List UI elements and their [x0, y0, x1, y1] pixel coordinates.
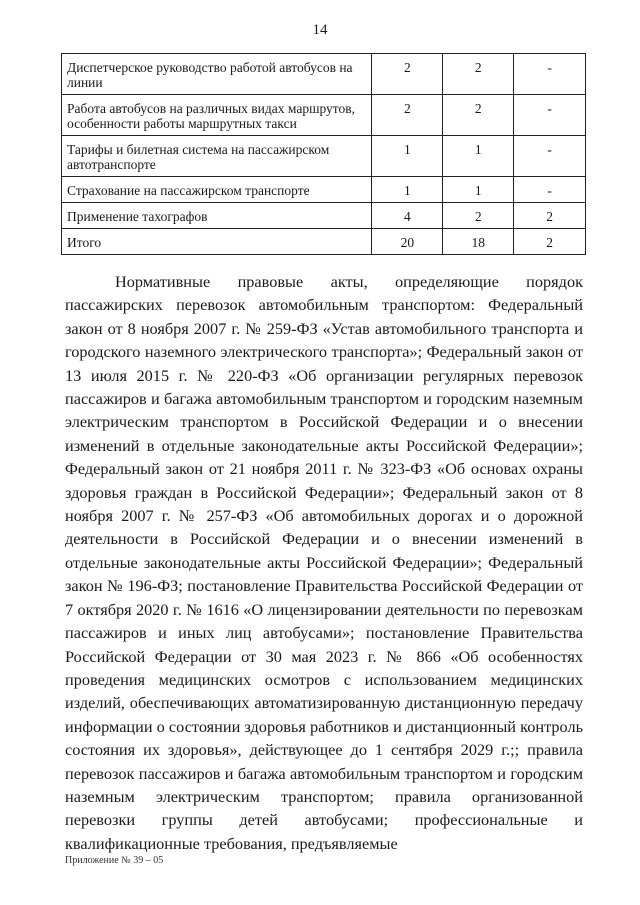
theory-hours-cell: 2: [443, 203, 514, 229]
theory-hours-cell: 1: [443, 177, 514, 203]
theory-hours-cell: 1: [443, 136, 514, 177]
total-hours-cell: 4: [372, 203, 443, 229]
practice-hours-cell: -: [514, 136, 586, 177]
total-hours-cell: 2: [372, 95, 443, 136]
topic-name-cell: Работа автобусов на различных видах маршрутов, особенности работы маршрутных такси: [62, 95, 372, 136]
topic-name-cell: Тарифы и билетная система на пассажирском автотранспорте: [62, 136, 372, 177]
topic-name-cell: Страхование на пассажирском транспорте: [62, 177, 372, 203]
total-label-cell: Итого: [62, 229, 372, 255]
table-row: [62, 203, 586, 229]
table-row: [62, 136, 586, 177]
course-hours-table: [61, 53, 586, 255]
page-number: 14: [312, 22, 328, 38]
practice-hours-cell: -: [514, 177, 586, 203]
total-hours-cell: 20: [372, 229, 443, 255]
total-hours-cell: 1: [372, 177, 443, 203]
table-total-row: [62, 229, 586, 255]
topic-name-cell: Применение тахографов: [62, 203, 372, 229]
practice-hours-cell: 2: [514, 229, 586, 255]
legal-acts-paragraph: Нормативные правовые акты, определяющие порядок пассажирских перевозок автомобильным транспортом: Федеральный закон от 8 ноября 2007 г. № 259-ФЗ «Устав автомобильного транспорта и городского наземного электрического транспорта»; Федеральный закон от 13 июля 2015 г. № 220-ФЗ «Об организации регулярных перевозок пассажиров и багажа автомобильным транспортом и городским наземным электрическим транспортом в Российской Федерации и о внесении изменений в отдельные законодательные акты Российской Федерации»; Федеральный закон от 21 ноября 2011 г. № 323-ФЗ «Об основах охраны здоровья граждан в Российской Федерации»; Федеральный закон от 8 ноября 2007 г. № 257-ФЗ «Об автомобильных дорогах и о дорожной деятельности в Российской Федерации и о внесении изменений в отдельные законодательные акты Российской Федерации»; Федеральный закон № 196-ФЗ; постановление Правительства Российской Федерации от 7 октября 2020 г. № 1616 «О лицензировании деятельности по перевозкам пассажиров и иных лиц автобусами»; постановление Правительства Российской Федерации от 30 мая 2023 г. № 866 «Об особенностях проведения медицинских осмотров с использованием медицинских изделий, обеспечивающих автоматизированную дистанционную передачу информации о состоянии здоровья работников и дистанционный контроль состояния их здоровья», действующее до 1 сентября 2029 г.;; правила перевозок пассажиров и багажа автомобильным транспортом и городским наземным электрическим транспортом; правила организованной перевозки группы детей автобусами; профессиональные и квалификационные требования, предъявляемые: [65, 272, 583, 853]
total-hours-cell: 2: [372, 54, 443, 95]
total-hours-cell: 1: [372, 136, 443, 177]
table-row: [62, 177, 586, 203]
theory-hours-cell: 18: [443, 229, 514, 255]
table-row: [62, 95, 586, 136]
topic-name-cell: Диспетчерское руководство работой автобусов на линии: [62, 54, 372, 95]
theory-hours-cell: 2: [443, 95, 514, 136]
practice-hours-cell: 2: [514, 203, 586, 229]
theory-hours-cell: 2: [443, 54, 514, 95]
practice-hours-cell: -: [514, 95, 586, 136]
document-footer: Приложение № 39 – 05: [65, 855, 164, 866]
table-row: [62, 54, 586, 95]
practice-hours-cell: -: [514, 54, 586, 95]
